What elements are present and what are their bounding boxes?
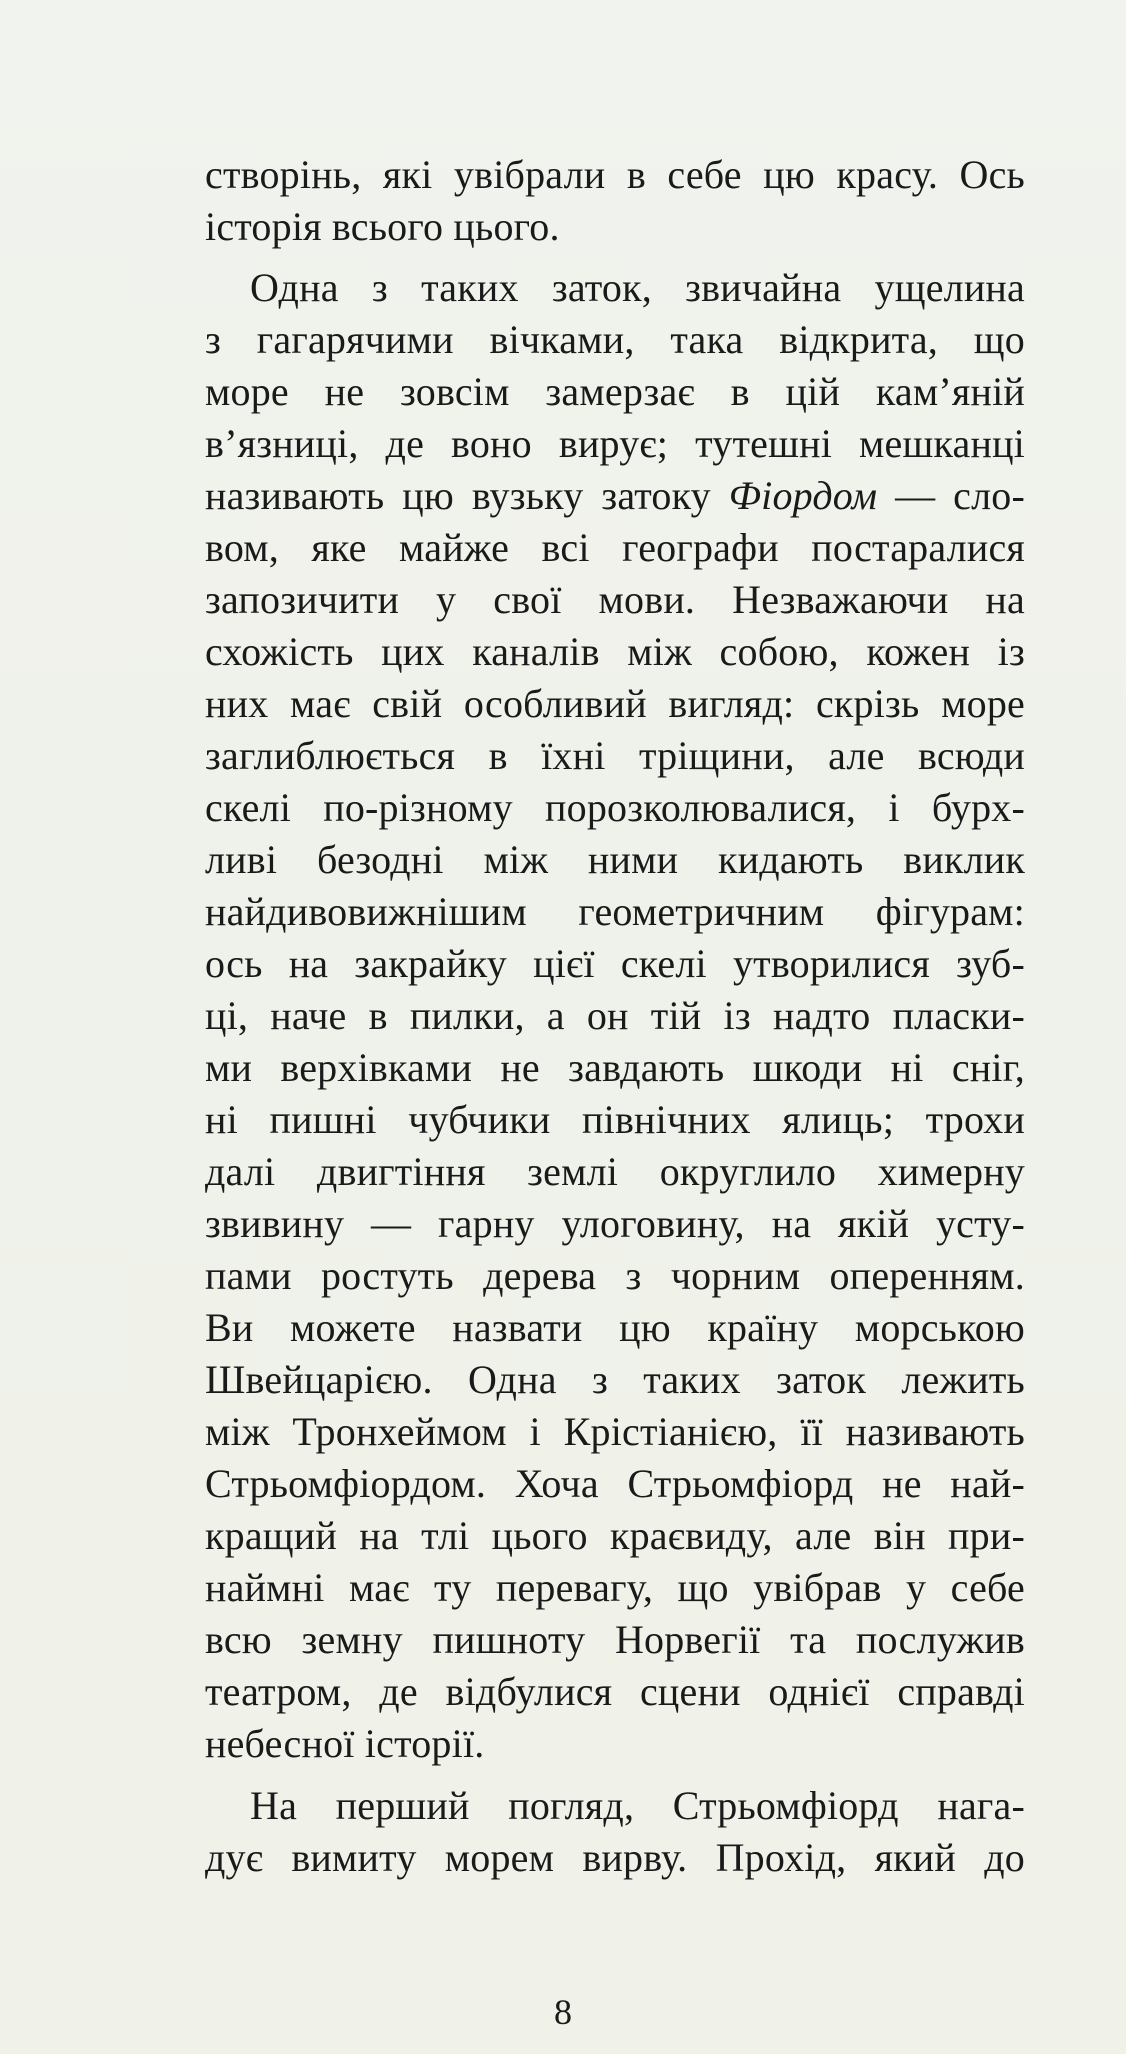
text-line: наймні має ту перевагу, що увібрав у себе (205, 1565, 1025, 1610)
text-line: небесної історії. (205, 1721, 485, 1766)
text-line: схожість цих каналів між собою, кожен із (205, 629, 1025, 674)
text-line: створінь, які увібрали в себе цю красу. Ось (205, 152, 1025, 197)
text-line: в’язниці, де воно вирує; тутешні мешканці (205, 421, 1025, 466)
text-line: запозичити у свої мови. Незважаючи на (205, 577, 1025, 622)
page-number: 8 (554, 1992, 572, 2032)
text-line: них має свій особливий вигляд: скрізь море (205, 681, 1025, 726)
text-line: театром, де відбулися сцени однієї справді (205, 1669, 1025, 1714)
text-line: ливі безодні між ними кидають виклик (205, 837, 1025, 882)
text-segment: називають цю вузьку затоку (205, 473, 729, 518)
text-line: з гагарячими вічками, така відкрита, що (205, 317, 1025, 362)
text-line: Стрьомфіордом. Хоча Стрьомфіорд не най- (205, 1461, 1025, 1506)
text-line: Одна з таких заток, звичайна ущелина (250, 265, 1025, 310)
text-line: ми верхівками не завдають шкоди ні сніг, (205, 1045, 1025, 1090)
text-line: заглиблюється в їхні тріщини, але всюди (205, 733, 1025, 778)
text-segment: — сло- (877, 473, 1025, 518)
text-line: Ви можете назвати цю країну морською (205, 1305, 1025, 1350)
text-line: вом, яке майже всі географи постаралися (205, 525, 1025, 570)
text-line: звивину — гарну улоговину, на якій усту- (205, 1201, 1025, 1246)
text-line: всю земну пишноту Норвегії та послужив (205, 1617, 1025, 1662)
text-line: На перший погляд, Стрьомфіорд нага- (250, 1783, 1025, 1828)
text-line: між Тронхеймом і Крістіанією, її називають (205, 1409, 1025, 1454)
text-line: дує вимиту морем вирву. Прохід, який до (205, 1835, 1025, 1880)
text-line: ці, наче в пилки, а он тій із надто пласки- (205, 993, 1025, 1038)
italic-term-fiord: Фіордом (728, 473, 878, 518)
text-line: кращий на тлі цього краєвиду, але він при- (205, 1513, 1025, 1558)
text-line: море не зовсім замерзає в цій кам’яній (205, 369, 1025, 414)
text-line: Швейцарією. Одна з таких заток лежить (205, 1357, 1025, 1402)
text-line: історія всього цього. (205, 204, 560, 249)
text-line: ось на закрайку цієї скелі утворилися зуб- (205, 941, 1025, 986)
text-line: пами ростуть дерева з чорним оперенням. (205, 1253, 1025, 1298)
text-line: ні пишні чубчики північних ялиць; трохи (205, 1097, 1025, 1142)
text-line: найдивовижнішим геометричним фігурам: (205, 889, 1025, 934)
text-line: далі двигтіння землі округлило химерну (205, 1149, 1025, 1194)
text-line (205, 468, 1025, 524)
text-line: скелі по-різному порозколювалися, і бурх- (205, 785, 1025, 830)
